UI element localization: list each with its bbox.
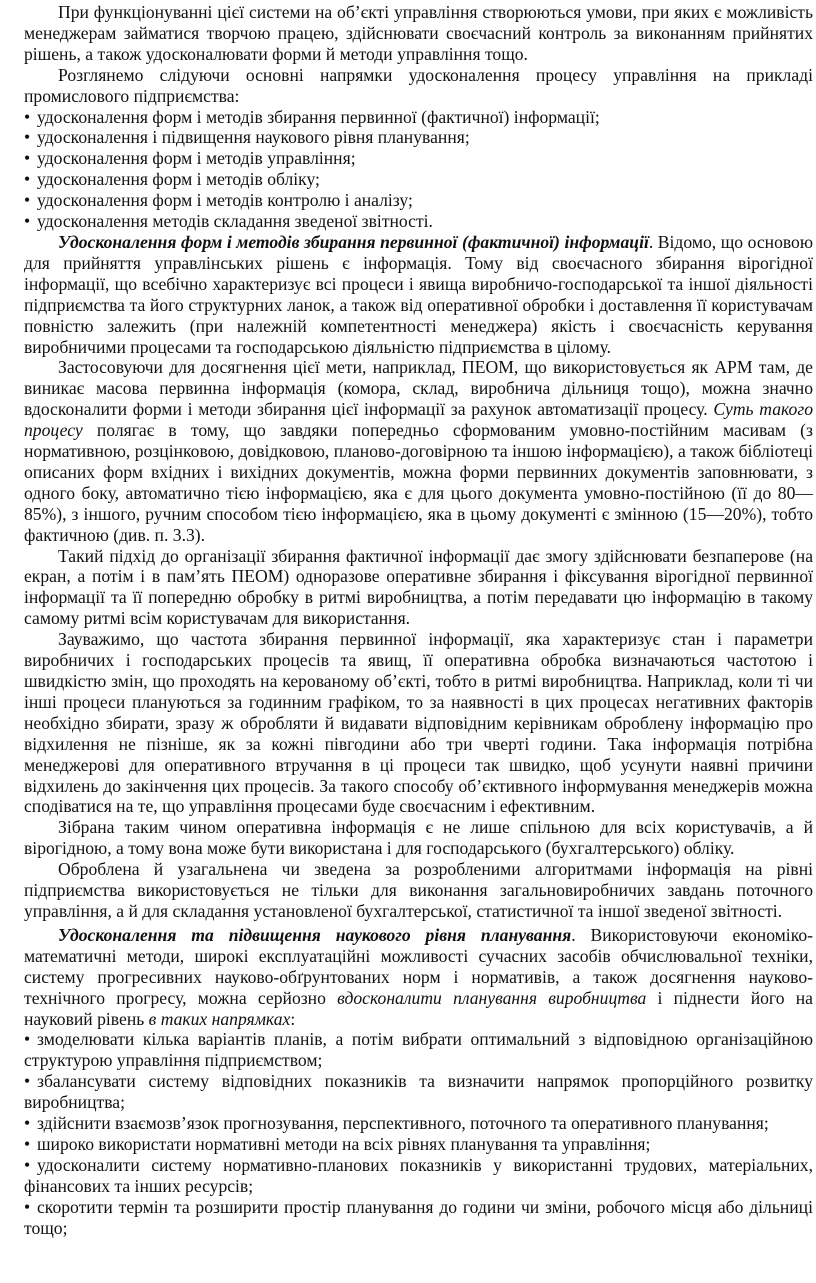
list-item xyxy=(24,190,813,211)
emphasis-text: в таких напрямках xyxy=(148,1008,291,1029)
paragraph-collection-frequency: Зауважимо, що частота збирання первинної інформації, яка характеризує стан і параметри виробничих і господарських процесів та явищ, її оперативна обробка визначаються частотою і швидкістю змін, що проходять на керованому об’єкті, тобто в ритмі виробництва. Наприклад, коли ті чи інші процеси плануються за годинним графіком, то за наявності в цих процесах негативних факторів необхідно збирати, зразу ж обробляти й видавати відповідним керівникам оброблену інформацію про відхилення не пізніше, як за кожні півгодини або три чверті години. Така інформація потрібна менеджерові для оперативного втручання в ці процеси так швидко, щоб усунути наявні причини відхилень до закінчення цих процесів. За такого способу об’єктивного інформування менеджерів можна сподіватися на те, що управління процесами буде своєчасним і ефективним. xyxy=(24,629,813,817)
list-item-text: змоделювати кілька варіантів планів, а потім вибрати оптимальний з відповідною організаційною структурою управління підприємством; xyxy=(24,1029,813,1071)
section-heading: Удосконалення форм і методів збирання первинної (фактичної) інформації xyxy=(58,231,649,252)
paragraph-shared-information: Зібрана таким чином оперативна інформація є не лише спільною для всіх користувачів, а й вірогідною, а тому вона може бути використана і для господарського (бухгалтерського) обліку. xyxy=(24,817,813,859)
directions-list xyxy=(24,107,813,232)
bullet-icon: • xyxy=(24,148,31,169)
list-item xyxy=(24,1134,813,1155)
list-item xyxy=(24,211,813,232)
list-item xyxy=(24,127,813,148)
bullet-icon: • xyxy=(24,1071,31,1092)
bullet-icon: • xyxy=(24,211,31,232)
bullet-icon: • xyxy=(24,1196,31,1217)
list-item-text: удосконалення форм і методів контролю і аналізу; xyxy=(37,190,413,211)
bullet-icon: • xyxy=(24,127,31,148)
list-item xyxy=(24,1155,813,1197)
section-intro-text: . Відомо, що основою для прийняття управлінських рішень є інформація. Тому від своєчасного збирання вірогідної інформації, що всебічно характеризує всі процеси і явища виробничо-господарської та іншої діяльності підприємства та його структурних ланок, а також від оперативної обробки і доставлення її користувачам повністю залежить (при належній компетентності менеджера) якість і своєчасність керування виробничими процесами та господарською діяльністю підприємства в цілому. xyxy=(24,231,813,357)
bullet-icon: • xyxy=(24,1029,31,1050)
paragraph-text: Застосовуючи для досягнення цієї мети, наприклад, ПЕОМ, що використовується як АРМ там, де виникає масова первинна інформація (комора, склад, виробнича дільниця тощо), можна значно вдосконалити форми і методи збирання цієї інформації за рахунок автоматизації процесу. xyxy=(24,357,813,420)
list-item-text: збалансувати систему відповідних показників та визначити напрямок пропорційного розвитку виробництва; xyxy=(24,1071,813,1113)
section-planning xyxy=(24,925,813,1030)
emphasis-text: вдосконалити планування виробництва xyxy=(337,987,647,1008)
list-item xyxy=(24,1113,813,1134)
paragraph-pc-automation xyxy=(24,357,813,545)
paragraph-system-benefits: При функціонуванні цієї системи на об’єкті управління створюються умови, при яких є можливість менеджерам займатися творчою працею, здійснювати своєчасний контроль за виконанням прийнятих рішень, а також удосконалювати форми й методи управління тощо. xyxy=(24,2,813,64)
list-item xyxy=(24,1029,813,1071)
bullet-icon: • xyxy=(24,106,31,127)
list-item-text: удосконалення форм і методів управління; xyxy=(37,148,356,169)
list-item-text: скоротити термін та розширити простір планування до години чи зміни, робочого місця або дільниці тощо; xyxy=(24,1196,813,1238)
emphasis-text: Суть такого процесу xyxy=(24,399,814,441)
list-item-text: здійснити взаємозв’язок прогнозування, перспективного, поточного та оперативного планування; xyxy=(37,1113,769,1134)
bullet-icon: • xyxy=(24,169,31,190)
list-item xyxy=(24,148,813,169)
paragraph-consolidated-reporting: Оброблена й узагальнена чи зведена за розробленими алгоритмами інформація на рівні підприємства використовується не тільки для виконання загальновиробничих завдань поточного управління, а й для складання установленої бухгалтерської, статистичної та іншої зведеної звітності. xyxy=(24,859,813,921)
list-item-text: широко використати нормативні методи на всіх рівнях планування та управління; xyxy=(37,1133,651,1154)
paragraph-text: . Використовуючи економіко-математичні методи, широкі експлуатаційні можливості сучасних засобів обчислювальної техніки, систему прогресивних науково-обґрунтованих норм і нормативів, а також досягнення науково-технічного прогресу, можна серйозно xyxy=(24,924,814,1008)
paragraph-paperless-collection: Такий підхід до організації збирання фактичної інформації дає змогу здійснювати безпаперове (на екран, а потім і в пам’ять ПЕОМ) одноразове оперативне збирання і фіксування вірогідної первинної інформації та її попередню обробку в ритмі виробництва, а потім передавати цю інформацію в такому самому ритмі всім користувачам для використання. xyxy=(24,545,813,629)
bullet-icon: • xyxy=(24,1113,31,1134)
list-item-text: удосконалення методів складання зведеної звітності. xyxy=(37,211,433,232)
list-item xyxy=(24,169,813,190)
paragraph-text: і піднести його на науковий рівень xyxy=(24,987,813,1029)
list-item xyxy=(24,107,813,128)
list-item xyxy=(24,1071,813,1113)
list-item-text: удосконалення і підвищення наукового рівня планування; xyxy=(37,127,470,148)
list-item-text: удосконалити систему нормативно-планових показників у використанні трудових, матеріальних, фінансових та інших ресурсів; xyxy=(24,1154,813,1196)
bullet-icon: • xyxy=(24,1154,31,1175)
bullet-icon: • xyxy=(24,1133,31,1154)
planning-list xyxy=(24,1029,813,1238)
section-primary-information xyxy=(24,232,813,357)
list-item-text: удосконалення форм і методів збирання первинної (фактичної) інформації; xyxy=(37,106,600,127)
section-heading: Удосконалення та підвищення наукового рівня планування xyxy=(58,924,572,945)
paragraph-text: : xyxy=(290,1008,296,1029)
list-item xyxy=(24,1197,813,1239)
list-item-text: удосконалення форм і методів обліку; xyxy=(37,169,320,190)
paragraph-text: полягає в тому, що завдяки попередньо сформованим умовно-постійним масивам (з нормативною, розцінковою, довідковою, планово-договірною та іншою інформацією), а також бібліотеці описаних форм вхідних і вихідних документів, можна форми первинних документів заповнювати, з одного боку, автоматично тією інформацією, яка є для цього документа умовно-постійною (її до 80—85%), з іншого, ручним способом тією інформацією, яка в цьому документі є змінною (15—20%), тобто фактичною (див. п. 3.3). xyxy=(24,420,813,545)
bullet-icon: • xyxy=(24,190,31,211)
paragraph-directions-intro: Розглянемо слідуючи основні напрямки удосконалення процесу управління на прикладі промислового підприємства: xyxy=(24,64,813,106)
